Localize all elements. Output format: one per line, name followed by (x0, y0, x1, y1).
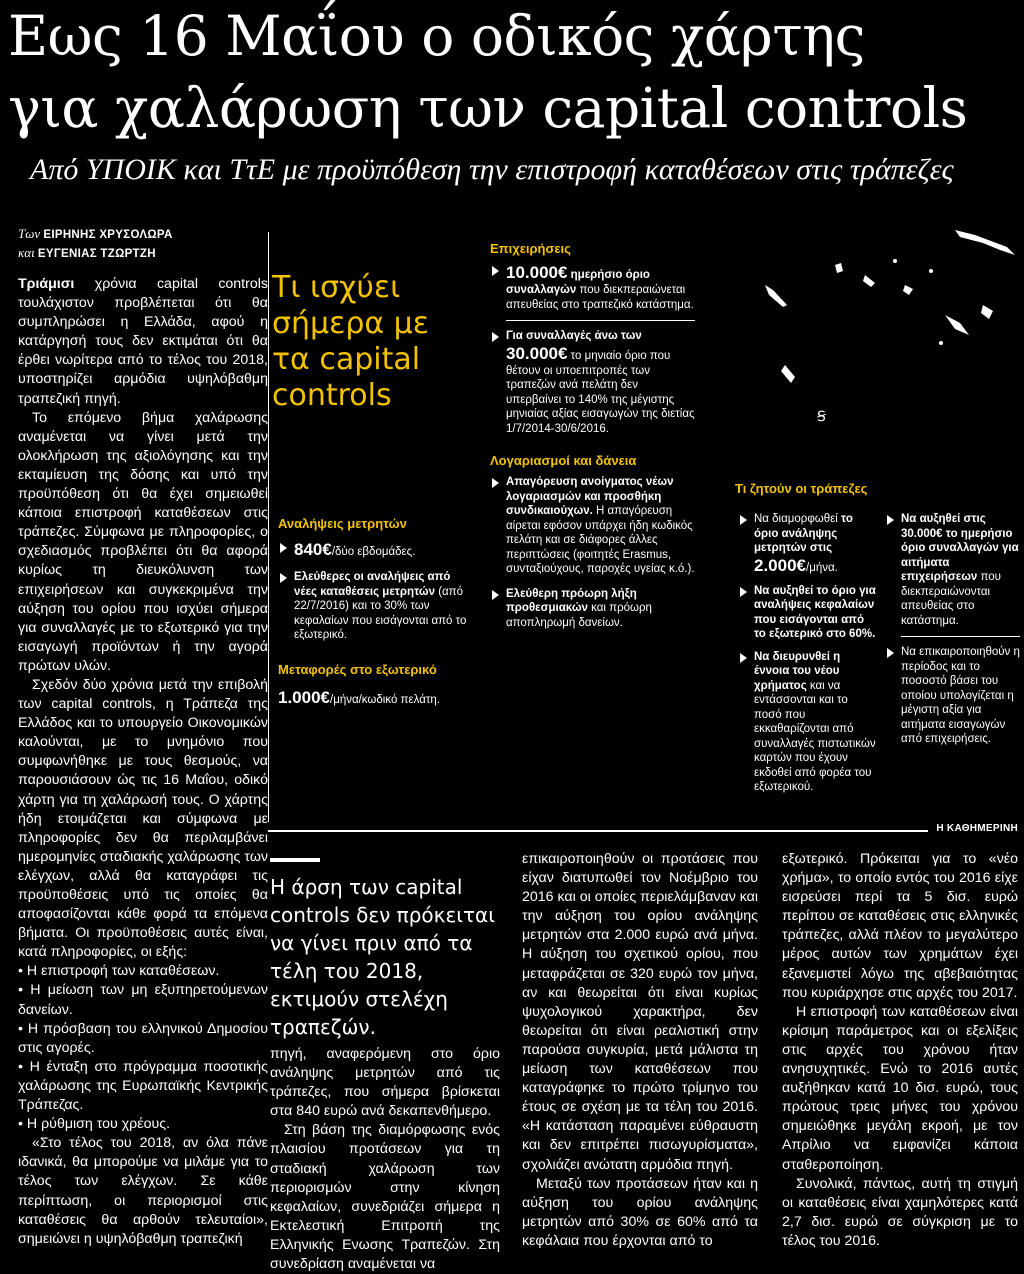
arrow-icon (887, 515, 894, 525)
divider (268, 232, 269, 822)
item-bold: Να αυξηθεί το όριο για αναλήψεις κεφαλαίων που εισάγονται από το εξωτερικό στο 60%. (754, 584, 876, 640)
article-paragraph: Το επόμενο βήμα χαλάρωσης αναμένεται να γίνει μετά την ολοκλήρωση της αξιολόγησης και την εκταμίευση της δόσης και υπό την προϋπόθεση ότι θα έχει σημειωθεί κάποια επιστροφή καταθέσεων στις τράπεζες. Σύμφωνα με πληροφορίες, ο σχεδιασμός προβλέπει ότι θα αφορά κυρίως τη διευκόλυνση των επιχειρήσεων και συγκεκριμένα την αύξηση του ορίου που ισχύει σήμερα για συναλλαγές με το εξωτερικό για την εισαγωγή προϊόντων ή την αγορά πρώτων υλών. (18, 409, 268, 674)
byline-prefix: Των (18, 226, 41, 241)
arrow-icon (492, 590, 499, 600)
item-bold: Ελεύθερες οι αναλήψεις από νέες καταθέσεις μετρητών (294, 571, 451, 598)
article-paragraph: εξωτερικό. Πρόκειται για το «νέο χρήμα», το οποίο εντός του 2016 είχε εισρεύσει περί τα 5 δισ. ευρώ περίπου σε καταθέσεις στις ελληνικές τράπεζες, αλλά πλέον το μεγαλύτερο μέρος αυτών των χρημάτων έχει εξανεμιστεί λόγω της αβεβαιότητας που κυριάρχησε στις αρχές του 2017. (782, 851, 1018, 1001)
conditions-list (18, 962, 268, 1134)
pull-quote-rule (270, 858, 320, 862)
paragraph-text: χρόνια capital controls τουλάχιστον προβλέπεται ότι θα συμπληρώσει η Ελλάδα, αφού η κατάργησή τους δεν εκτιμάται ότι θα έρθει νωρίτερα από το τέλος του 2018, υποστηρίζει αρμόδια υψηλόβαθμη τραπεζική πηγή. (18, 276, 268, 407)
item-bold: ημερήσιο όριο συναλλαγών (506, 269, 650, 296)
value: 840€ (294, 540, 332, 559)
section-heading: Αναλήψεις μετρητών (278, 516, 407, 531)
arrow-icon (280, 573, 287, 583)
author-1: ΕΙΡΗΝΗΣ ΧΡΥΣΟΛΩΡΑ (43, 229, 173, 241)
item-text: που διεκπεραιώνονται απευθείας στο κατάστημα. (901, 571, 1001, 627)
section-heading: Τι ζητούν οι τράπεζες (735, 481, 868, 496)
arrow-icon (492, 266, 499, 276)
value: 2.000€ (754, 555, 806, 575)
headline (8, 0, 1018, 144)
value: 10.000€ (506, 263, 568, 282)
withdrawals-section (278, 515, 468, 708)
list-item: • Η επιστροφή των καταθέσεων. (18, 962, 268, 981)
list-item: • Η πρόσβαση του ελληνικού Δημοσίου στις αγορές. (18, 1020, 268, 1058)
arrow-icon (740, 653, 747, 663)
subheadline: Από ΥΠΟΙΚ και ΤτΕ με προϋπόθεση την επιστροφή καταθέσεων στις τράπεζες (30, 153, 954, 186)
item-text: Η απαγόρευση αίρεται εφόσον υπάρχει ήδη κωδικός πελάτη και σε διάφορες άλλες περιπτώσεις (φοιτητές Erasmus, συνταξιούχους, παροχές υγείας κ.ό.). (506, 505, 695, 575)
section-heading: Επιχειρήσεις (490, 241, 571, 256)
info-item (490, 263, 695, 312)
bylines (18, 225, 268, 263)
article-column-2 (270, 1045, 500, 1274)
lead-word: Τριάμισι (18, 276, 75, 292)
item-text: /μήνα/κωδικό πελάτη. (330, 693, 440, 706)
item-text: /μήνα. (806, 561, 838, 574)
headline-line-1: Εως 16 Μαΐου ο οδικός χάρτης (8, 4, 865, 68)
transfers-text (278, 688, 468, 708)
arrow-icon (740, 515, 747, 525)
item-bold: Να αυξηθεί στις 30.000€ το ημερήσιο όριο συναλλαγών για αιτήματα επιχειρήσεων (901, 513, 1019, 583)
bank-demands-right (885, 512, 1020, 747)
article-paragraph (18, 275, 268, 409)
arrow-icon (280, 543, 287, 553)
europe-map-illustration (745, 225, 1020, 465)
byline-prefix: και (18, 245, 35, 260)
demand-item (885, 645, 1020, 747)
demand-item (738, 584, 878, 642)
item-bold: Ελεύθερη πρόωρη λήξη προθεσμιακών (506, 587, 637, 614)
article-paragraph: Η επιστροφή των καταθέσεων είναι κρίσιμη παράμετρος και οι εξελίξεις στις αρχές του χρόνου ήταν ανησυχητικές. Ενώ το 2016 αυτές αυξήθηκαν κατά 10 δισ. ευρώ, τους πρώτους τρεις μήνες του χρόνου σημειώθηκε μεγάλη εκροή, με τον Απρίλιο να εμφανίζει κάποια σταθεροποίηση. (782, 1003, 1018, 1173)
article-paragraph: πηγή, αναφερόμενη στο όριο ανάληψης μετρητών από τις τράπεζες, που σήμερα βρίσκεται στα 840 ευρώ ανά δεκαπενθήμερο. (270, 1046, 500, 1120)
list-item: • Η μείωση των μη εξυπηρετούμενων δανείων. (18, 981, 268, 1019)
article-paragraph: Στη βάση της διαμόρφωσης ενός πλαισίου προτάσεων για τη σταδιακή χαλάρωση των περιορισμών στην κίνηση κεφαλαίων, συνεδριάζει σήμερα η Εκτελεστική Επιτροπή της Ελληνικής Ενωσης Τραπεζών. Στη συνεδρίαση αναμένεται να (270, 1122, 500, 1273)
article-column-3 (522, 850, 758, 1251)
divider (506, 320, 695, 321)
section-heading: Μεταφορές στο εξωτερικό (278, 661, 437, 677)
item-bold: Για συναλλαγές άνω των (506, 330, 642, 342)
pull-quote: Η άρση των capital controls δεν πρόκειται να γίνει πριν από τα τέλη του 2018, εκτιμούν στελέχη τραπεζών. (270, 875, 496, 1039)
item-text: και να εντάσσονται και το ποσό που εκκαθαρίζονται από συναλλαγές πιστωτικών καρτών που έχουν εκδοθεί από φορέα του εξωτερικού. (754, 679, 876, 793)
article-column-4 (782, 850, 1018, 1251)
bank-demands-heading-wrap (735, 480, 1020, 497)
demand-item (885, 512, 1020, 628)
author-2: ΕΥΓΕΝΙΑΣ ΤΖΩΡΤΖΗ (37, 248, 156, 260)
article-paragraph: Συνολικά, πάντως, αυτή τη στιγμή οι καταθέσεις είναι χαμηλότερες κατά 2,7 δισ. ευρώ σε σύγκριση με το τέλος του 2016. (782, 1175, 1018, 1249)
infobox-bottom-rule (268, 830, 928, 832)
demand-item (738, 512, 878, 576)
headline-line-2: για χαλάρωση των capital controls (8, 76, 968, 140)
info-item (278, 540, 468, 560)
section-heading: Λογαριασμοί και δάνεια (490, 453, 637, 468)
item-text: που διεκπεραιώνεται απευθείας στο τραπεζικό κατάστημα. (506, 284, 694, 311)
map-marker: Ꞩ (817, 408, 826, 424)
item-bold: το όριο ανάληψης μετρητών στις (754, 513, 853, 554)
item-text: (από 22/7/2016) και το 30% των κεφαλαίων που εισάγονται από το εξωτερικό. (294, 585, 467, 641)
source-credit: Η ΚΑΘΗΜΕΡΙΝΗ (936, 823, 1018, 834)
article-paragraph: Μεταξύ των προτάσεων ήταν και η αύξηση του ορίου ανάληψης μετρητών από 30% σε 60% από τα κεφάλαια που έρχονται από το (522, 1175, 758, 1249)
item-text: Να διαμορφωθεί (754, 513, 838, 525)
map-outline (765, 230, 1015, 383)
demand-item (738, 650, 878, 795)
item-text: Να επικαιροποιηθούν η περίοδος και το ποσοστό βάσει του οποίου υπολογίζεται η μέγιστη αξία για αιτήματα εισαγωγών από επιχειρήσεις. (901, 646, 1020, 745)
item-text: και πρόωρη αποπληρωμή δανείων. (506, 602, 652, 629)
item-text: /δύο εβδομάδες. (331, 546, 416, 558)
business-section (490, 240, 695, 630)
infobox-title: Τι ισχύει σήμερα με τα capital controls (272, 270, 429, 413)
divider (901, 636, 1020, 637)
info-item (490, 329, 695, 436)
value: 30.000€ (506, 343, 568, 363)
article-paragraph: «Στο τέλος του 2018, αν όλα πάνε ιδανικά, θα μπορούμε να μιλάμε για το τέλος των ελέγχων. Σε κάθε περίπτωση, οι περιορισμοί στις καταθέσεις θα αρθούν τελευταίοι», σημειώνει η υψηλόβαθμη τραπεζική (18, 1135, 268, 1247)
list-item: • Η ένταξη στο πρόγραμμα ποσοτικής χαλάρωσης της Ευρωπαϊκής Κεντρικής Τράπεζας. (18, 1058, 268, 1115)
value: 1.000€ (278, 687, 330, 707)
item-text: το μηνιαίο όριο που θέτουν οι υποεπιτροπές των τραπεζών ανά πελάτη δεν υπερβαίνει το 140% της μέγιστης μηνιαίας αξίας εισαγωγών της διετίας 1/7/2014-30/6/2016. (506, 349, 695, 435)
item-bold: Απαγόρευση ανοίγματος νέων λογαριασμών και προσθήκη συνδικαιούχων. (506, 476, 674, 517)
item-bold: Να διευρυνθεί η έννοια του νέου χρήματος (754, 650, 841, 692)
bank-demands-left (738, 512, 878, 795)
article-column-1 (18, 275, 268, 1249)
info-item (490, 587, 695, 631)
list-item: • Η ρύθμιση του χρέους. (18, 1115, 268, 1134)
info-item (490, 475, 695, 577)
arrow-icon (492, 478, 499, 488)
arrow-icon (492, 332, 499, 342)
info-item (278, 570, 468, 643)
arrow-icon (887, 648, 894, 658)
article-paragraph: επικαιροποιηθούν οι προτάσεις που είχαν διατυπωθεί τον Νοέμβριο του 2016 και οι οποίες περιελάμβαναν και την αύξηση του ορίου ανάληψης μετρητών στα 2.000 ευρώ ανά μήνα. Η αύξηση του σχετικού ορίου, που μεταφράζεται σε 320 ευρώ τον μήνα, αν και θεωρείται ότι είναι κυρίως ψυχολογικού χαρακτήρα, δεν θεωρείται ότι είναι ρεαλιστική στην παρούσα συγκυρία, μετά μάλιστα τη μείωση των καταθέσεων που καταγράφηκε το πρώτο τρίμηνο του έτους σε σχέση με τα τέλη του 2016. «Η κατάσταση παραμένει εύθραυστη και δεν επιτρέπει πισωγυρίσματα», σχολιάζει ανώτατη αρμόδια πηγή. (522, 851, 759, 1173)
article-paragraph: Σχεδόν δύο χρόνια μετά την επιβολή των capital controls, η Τράπεζα της Ελλάδος και το υπουργείο Οικονομικών καλούνται, με το μνημόνιο που συμφωνήθηκε με τους θεσμούς, να παρουσιάσουν ώς τις 16 Μαΐου, οδικό χάρτη για τη χαλάρωσή τους. Ο χάρτης ήδη ετοιμάζεται και σύμφωνα με πληροφορίες δεν θα περιλαμβάνει ημερομηνίες σταδιακής χαλάρωσης των ελέγχων, αλλά θα καταγράφει τις προϋποθέσεις υπό τις οποίες θα αποφασίζονται κάθε φορά τα επόμενα βήματα. Οι προϋποθέσεις αυτές είναι, κατά πληροφορίες, οι εξής: (18, 676, 268, 961)
arrow-icon (740, 587, 747, 597)
